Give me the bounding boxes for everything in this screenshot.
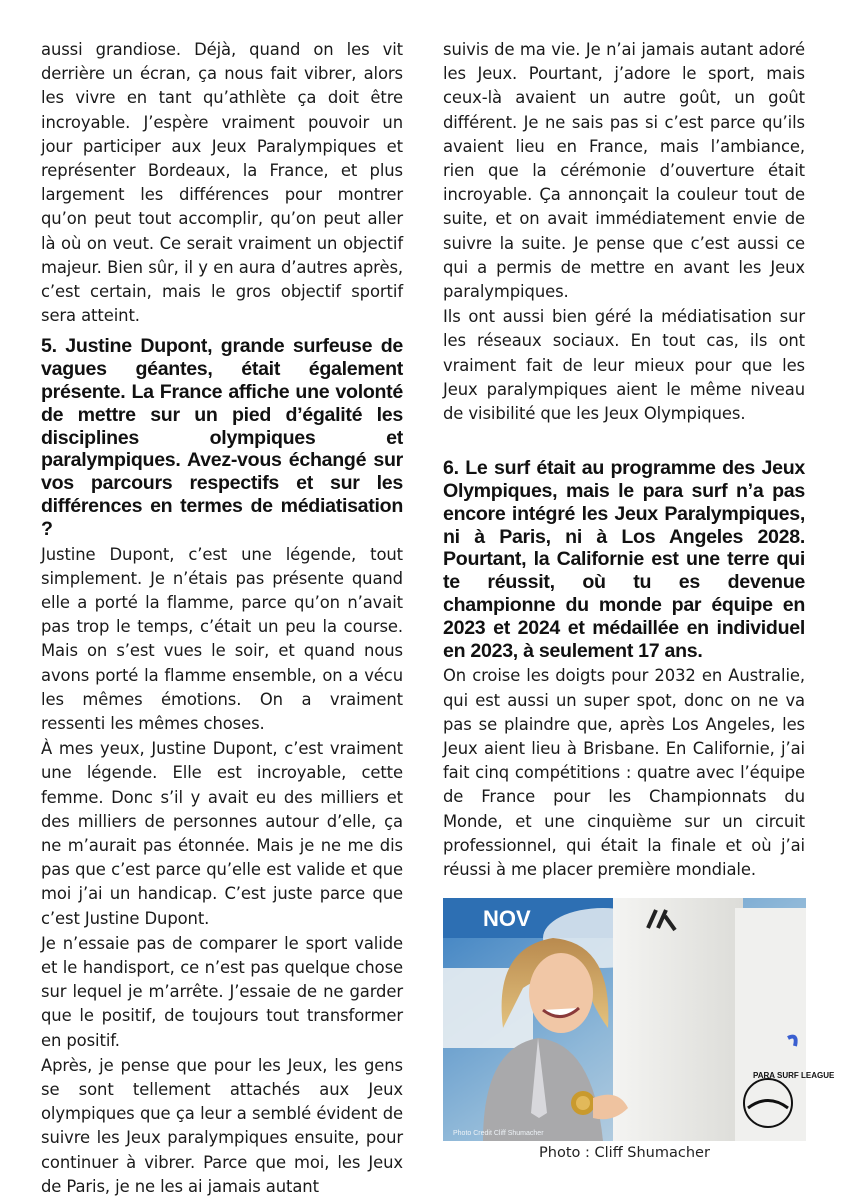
answer-5-paragraph-2: À mes yeux, Justine Dupont, c’est vraiment une légende. Elle est incroyable, cette femme. Donc s’il y avait eu des milliers et des milliers de personnes autour d’elle, ça ne m’aurait pas étonnée. Mais je ne me dis pas que c’est parce qu’elle est valide et que moi j’ai un handicap. C’est juste parce que c’est Justine Dupont. [41,739,403,928]
answer-5-paragraph-1: Justine Dupont, c’est une légende, tout simplement. Je n’étais pas présente quand elle a porté la flamme, parce qu’on n’avait pas trop le temps, c’était un peu la course. Mais on s’est vues le soir, et quand nous avons porté la flamme ensemble, on a vécu les mêmes émotions. On a vraiment ressenti les mêmes choses. [41,544,403,734]
answer-5-paragraph-3: Je n’essaie pas de comparer le sport valide et le handisport, ce n’est pas quelque chose sur lequel je m’arrête. J’essaie de ne garder que le positif, de toujours tout transformer en positif. [41,933,403,1050]
answer-5-paragraph-6: Ils ont aussi bien géré la médiatisation sur les réseaux sociaux. En tout cas, ils ont vraiment fait de leur mieux pour que les Jeux paralympiques aient le même niveau de visibilité que les Jeux Olympiques. [443,307,805,424]
intro-paragraph: aussi grandiose. Déjà, quand on les vit derrière un écran, ça nous fait vibrer, alors les vivre en tant qu’athlète ça doit être incroyable. J’espère vraiment pouvoir un jour participer aux Jeux Paralympiques et représenter Bordeaux, la France, et plus largement les différences pour montrer qu’on peut tout accomplir, qu’on peut aller là où on veut. Ce serait vraiment un objectif majeur. Bien sûr, il y en aura d’autres après, c’est certain, mais le gros objectif sportif sera atteint. [41,40,403,326]
photo-credit-overlay: Photo Credit Cliff Shumacher [453,1130,544,1137]
answer-6-paragraph: On croise les doigts pour 2032 en Australie, qui est aussi un super spot, donc on ne va pas se plaindre que, après Los Angeles, les Jeux aient lieu à Brisbane. En Californie, j’ai fait cinq compétitions : quatre avec l’équipe de France pour les Championnats du Monde, et une cinquième sur un circuit professionnel, qui était la finale et où j’ai réussi à me placer première mondiale. [443,666,805,880]
right-column [443,38,805,883]
question-6-heading: 6. Le surf était au programme des Jeux Olympiques, mais le para surf n’a pas encore intégré les Jeux Paralympiques, ni à Paris, ni à Los Angeles 2028. Pourtant, la Californie est une terre qui te réussit, où tu es devenue championne du monde par équipe en 2023 et 2024 et médaillée en individuel en 2023, à seulement 17 ans. [443,457,805,662]
para-surf-league-logo-text: PARA SURF LEAGUE [753,1071,835,1080]
answer-5-paragraph-5: suivis de ma vie. Je n’ai jamais autant adoré les Jeux. Pourtant, j’adore le sport, mais ceux-là avaient un autre goût, un goût différent. Je ne sais pas si c’est parce qu’ils avaient lieu en France, mais l’ambiance, rien que la cérémonie d’ouverture était incroyable. Ça annonçait la couleur tout de suite, et on avait immédiatement envie de suivre la suite. Je pense que c’est aussi ce qui a permis de mettre en avant les Jeux paralympiques. [443,40,805,302]
surfer-photo-illustration [443,898,835,1141]
banner-text: NOV [483,906,531,931]
question-5-heading: 5. Justine Dupont, grande surfeuse de vagues géantes, était également présente. La France affiche une volonté de mettre sur un pied d’égalité les disciplines olympiques et paralympiques. Avez-vous échangé sur vos parcours respectifs et sur les différences en termes de médiatisation ? [41,335,403,540]
surfer-photo [443,898,835,1141]
photo-caption: Photo : Cliff Shumacher [539,1145,710,1161]
left-column [41,38,403,1200]
answer-5-paragraph-4: Après, je pense que pour les Jeux, les gens se sont tellement attachés aux Jeux olympiques que ça leur a semblé évident de suivre les Jeux paralympiques ensuite, pour continuer à vibrer. Parce que moi, les Jeux de Paris, je ne les ai jamais autant [41,1055,403,1196]
